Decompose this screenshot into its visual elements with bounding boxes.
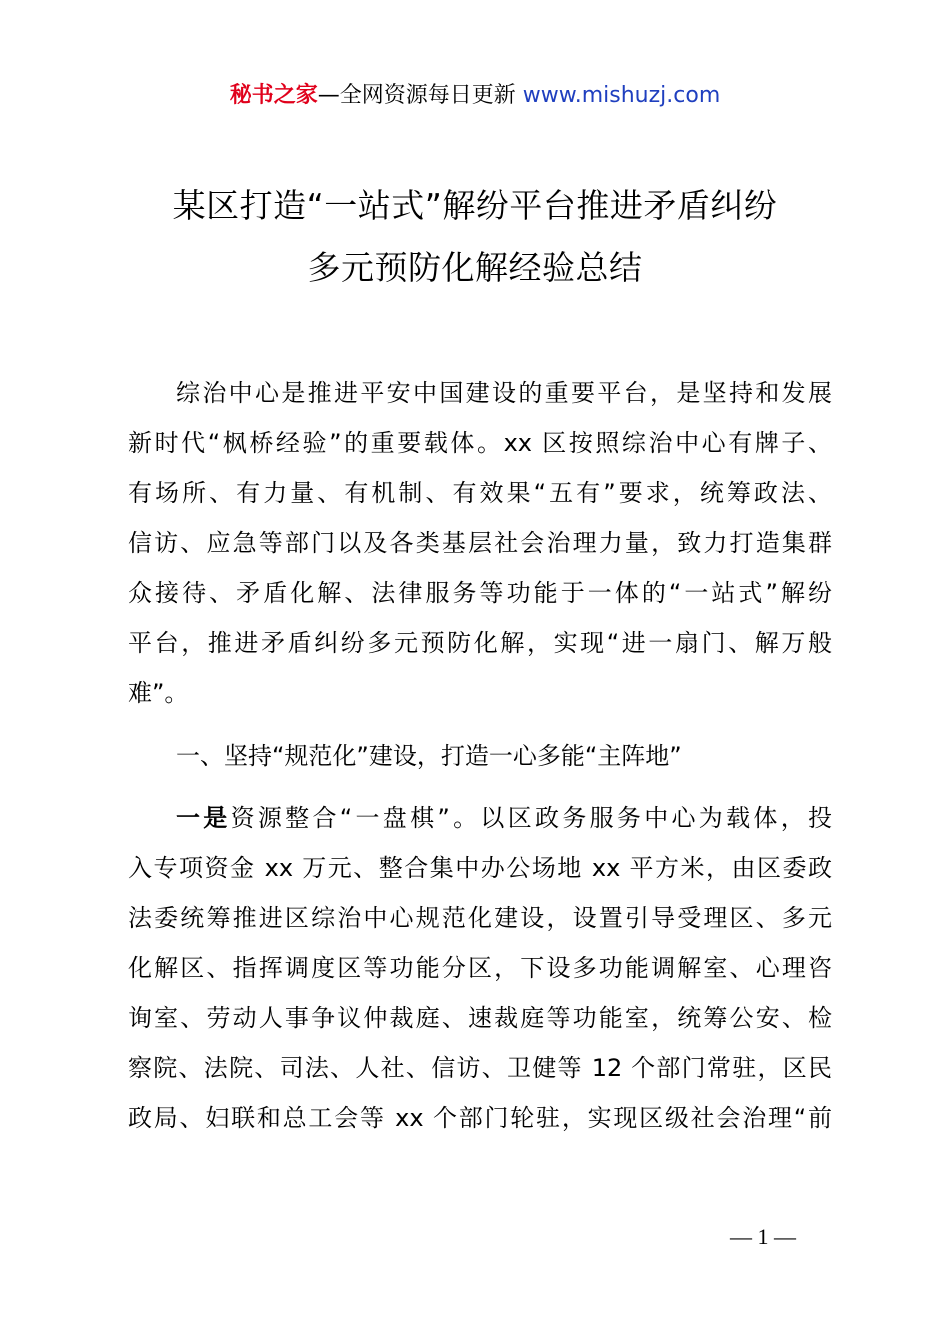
- intro-line: 难”。: [128, 679, 189, 707]
- para1-lead: 一是: [176, 804, 231, 832]
- para1-line: 化解区、指挥调度区等功能分区，下设多功能调解室、心理咨: [128, 954, 832, 982]
- para1-line: 入专项资金 xx 万元、整合集中办公场地 xx 平方米，由区委政: [128, 854, 832, 882]
- intro-line: 综治中心是推进平安中国建设的重要平台，是坚持和发展: [176, 379, 832, 407]
- para1-first-line-text: 资源整合“一盘棋”。以区政务服务中心为载体，投: [230, 804, 832, 832]
- para1-line: 询室、劳动人事争议仲裁庭、速裁庭等功能室，统筹公安、检: [128, 1004, 832, 1032]
- intro-line: 有场所、有力量、有机制、有效果“五有”要求，统筹政法、: [128, 479, 832, 507]
- intro-line: 众接待、矛盾化解、法律服务等功能于一体的“一站式”解纷: [128, 579, 832, 607]
- site-header: [0, 80, 950, 112]
- para1-line: 法委统筹推进区综治中心规范化建设，设置引导受理区、多元: [128, 904, 832, 932]
- document-title-line-2: 多元预防化解经验总结: [307, 248, 643, 287]
- para1-line: 察院、法院、司法、人社、信访、卫健等 12 个部门常驻，区民: [128, 1054, 832, 1082]
- intro-line: 新时代“枫桥经验”的重要载体。xx 区按照综治中心有牌子、: [128, 429, 832, 457]
- intro-line: 平台，推进矛盾纠纷多元预防化解，实现“进一扇门、解万般: [128, 629, 832, 657]
- para1-first-line: [176, 803, 832, 833]
- document-title-line-1: 某区打造“一站式”解纷平台推进矛盾纠纷: [172, 186, 778, 225]
- intro-line: 信访、应急等部门以及各类基层社会治理力量，致力打造集群: [128, 529, 832, 557]
- brand-name: 秘书之家: [229, 83, 318, 108]
- para1-line: 政局、妇联和总工会等 xx 个部门轮驻，实现区级社会治理“前: [128, 1104, 832, 1132]
- header-slogan: —全网资源每日更新: [317, 83, 516, 108]
- site-url[interactable]: www.mishuzj.com: [522, 83, 721, 108]
- page-number: — 1 —: [730, 1224, 796, 1249]
- section-heading: 一、坚持“规范化”建设，打造一心多能“主阵地”: [176, 742, 682, 770]
